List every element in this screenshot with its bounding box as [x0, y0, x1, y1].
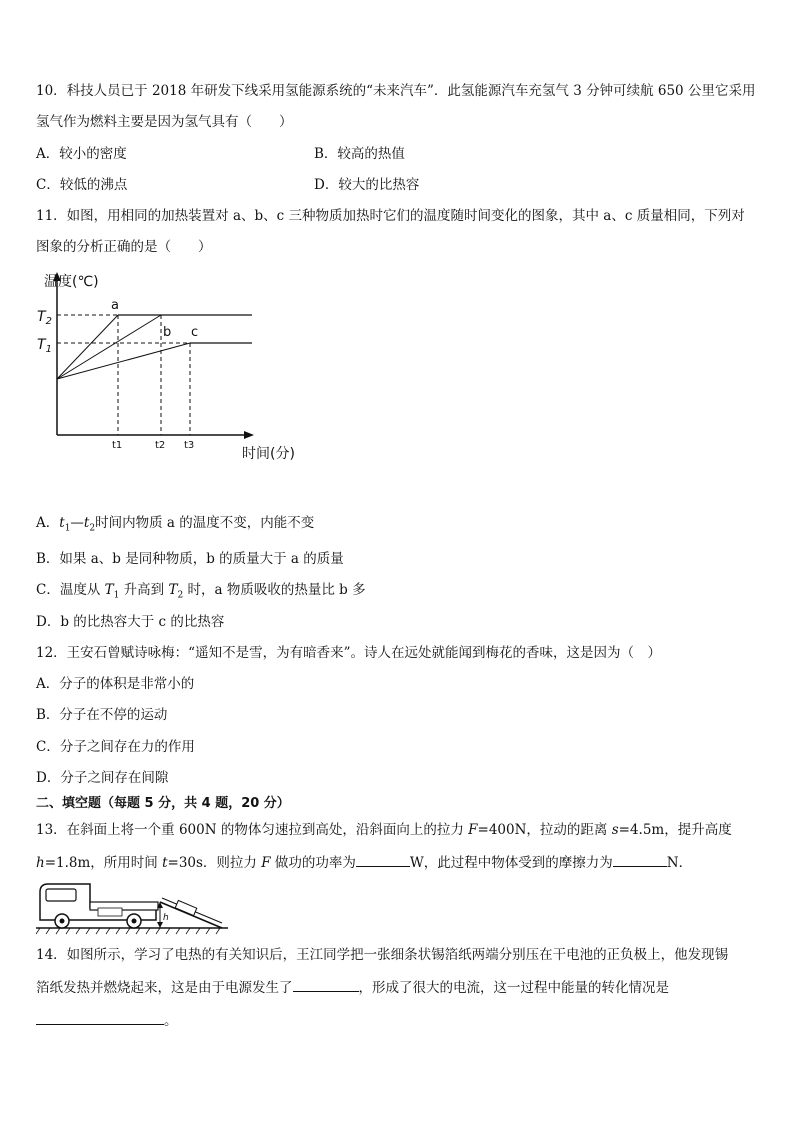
- q13-blank-power[interactable]: [356, 852, 410, 867]
- q13-var-t: t: [162, 855, 168, 871]
- q11-option-c-prefix: C．温度从: [36, 582, 105, 598]
- q11-option-d: D．b 的比热容大于 c 的比热容: [36, 614, 225, 630]
- y-axis-label: 温度(℃): [44, 274, 99, 290]
- q13-line1-b: =400N，拉动的距离: [477, 822, 612, 838]
- q10-option-c: C．较低的沸点: [36, 177, 128, 193]
- tick-x-t1: t1: [112, 440, 123, 451]
- q12-option-c: C．分子之间存在力的作用: [36, 739, 195, 755]
- tick-t2: $T_2$: [37, 309, 52, 327]
- x-axis-arrow: [244, 431, 254, 439]
- q11-option-a: [36, 514, 314, 538]
- q13-stem-line1: [36, 821, 732, 839]
- curve-label-a: a: [111, 298, 119, 313]
- q10-stem-line1: 10．科技人员已于 2018 年研发下线采用氢能源系统的“未来汽车”．此氢能源汽车充氢气 3 分钟可续航 650 公里它采用: [36, 83, 756, 99]
- q13-line1-c: =4.5m，提升高度: [618, 822, 732, 838]
- q11-option-b: B．如果 a、b 是同种物质，b 的质量大于 a 的质量: [36, 551, 344, 567]
- q11-option-a-t2: t: [83, 515, 90, 531]
- q13-var-s: s: [611, 822, 619, 838]
- q10-option-b: B．较高的热值: [314, 146, 405, 162]
- q12-option-b: B．分子在不停的运动: [36, 707, 168, 723]
- q10-stem-line2: 氢气作为燃料主要是因为氢气具有（ ）: [36, 114, 293, 130]
- q13-line1-a: 13．在斜面上将一个重 600N 的物体匀速拉到高处，沿斜面向上的拉力: [36, 822, 469, 838]
- q11-option-c: [36, 581, 366, 605]
- tick-t2-sub: 2: [45, 316, 52, 327]
- q11-option-c-T2-sub: 2: [177, 590, 184, 601]
- q12-stem: 12．王安石曾赋诗咏梅：“遥知不是雪，为有暗香来”。诗人在远处就能闻到梅花的香味，这是因为（ ）: [36, 645, 661, 661]
- q13-var-h: h: [36, 855, 45, 871]
- q11-option-a-prefix: A．: [36, 515, 60, 531]
- height-label: h: [163, 913, 169, 923]
- q14-line3-end: 。: [164, 1013, 178, 1029]
- q11-option-a-rest: 时间内物质 a 的温度不变，内能不变: [95, 515, 315, 531]
- curve-c: [57, 343, 190, 379]
- q14-line2-a: 箔纸发热并燃烧起来，这是由于电源发生了: [36, 980, 293, 996]
- q13-line2-b: =30s．则拉力: [167, 855, 262, 871]
- q11-option-a-t1-sub: 1: [64, 523, 71, 534]
- q10-option-a: A．较小的密度: [36, 146, 127, 162]
- q11-option-a-t1: t: [59, 515, 65, 531]
- q11-option-c-T1: T: [104, 582, 114, 598]
- tick-x-t3: t3: [184, 440, 195, 451]
- q13-line2-a: =1.8m，所用时间: [44, 855, 163, 871]
- q14-stem-line1: 14．如图所示，学习了电热的有关知识后，王江同学把一张细条状锡箔纸两端分别压在干电池的正负极上，他发现锡: [36, 947, 729, 963]
- q14-blank-energy[interactable]: [36, 1010, 164, 1025]
- q13-line2-d: W，此过程中物体受到的摩擦力为: [409, 855, 613, 871]
- cargo-box: [98, 908, 122, 916]
- q10-option-d: D．较大的比热容: [314, 177, 420, 193]
- q14-stem-line2: [36, 977, 669, 997]
- tick-t1: $T_1$: [37, 337, 52, 355]
- curve-label-c: c: [191, 325, 199, 340]
- q14-stem-line3: [36, 1010, 178, 1030]
- q11-option-c-rest: 时，a 物质吸收的热量比 b 多: [183, 582, 366, 598]
- q14-blank-cause[interactable]: [293, 977, 359, 992]
- q14-line2-b: ，形成了很大的电流，这一过程中能量的转化情况是: [358, 980, 669, 996]
- q11-stem-line2: 图象的分析正确的是（ ）: [36, 239, 212, 255]
- front-wheel-hub: [60, 919, 65, 924]
- q11-stem-line1: 11．如图，用相同的加热装置对 a、b、c 三种物质加热时它们的温度随时间变化的图象，其中 a、c 质量相同，下列对: [36, 208, 745, 224]
- q11-option-a-dash: —: [70, 515, 84, 531]
- q11-option-c-T2: T: [168, 582, 178, 598]
- temperature-time-graph: [30, 268, 320, 468]
- tick-x-t2: t2: [155, 440, 166, 451]
- q11-option-c-T1-sub: 1: [113, 590, 120, 601]
- truck-window: [46, 889, 76, 901]
- x-axis-label: 时间(分): [242, 446, 295, 462]
- q12-option-d: D．分子之间存在间隙: [36, 770, 169, 786]
- q13-line2-c: 做功的功率为: [270, 855, 356, 871]
- q12-option-a: A．分子的体积是非常小的: [36, 676, 195, 692]
- q13-blank-friction[interactable]: [613, 852, 667, 867]
- q13-stem-line2: [36, 852, 692, 872]
- ground-hatching: [36, 928, 220, 934]
- q11-option-a-t2-sub: 2: [89, 523, 96, 534]
- rear-wheel-hub: [132, 919, 137, 924]
- q13-line2-e: N．: [666, 855, 693, 871]
- tick-t1-sub: 1: [45, 344, 52, 355]
- section-heading-fill-in: 二、填空题（每题 5 分，共 4 题，20 分）: [36, 796, 290, 811]
- q11-option-c-mid: 升高到: [119, 582, 169, 598]
- q13-var-F2: F: [261, 855, 271, 871]
- curve-label-b: b: [163, 325, 172, 340]
- q13-var-F: F: [468, 822, 478, 838]
- truck-ramp-figure: [36, 878, 236, 936]
